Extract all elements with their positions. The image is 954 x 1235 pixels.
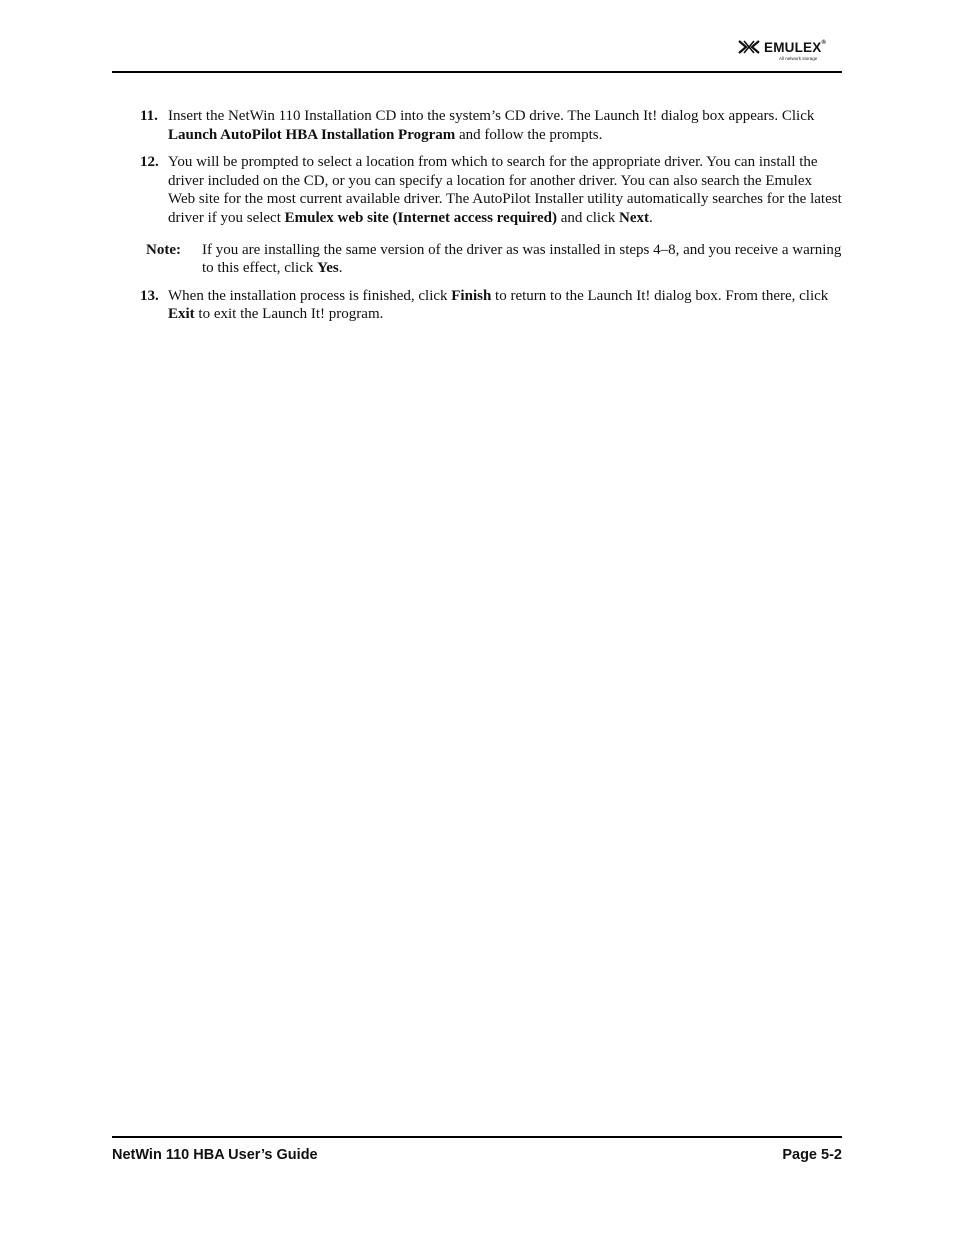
main-content bbox=[140, 107, 842, 333]
note-emphasis: Yes bbox=[317, 260, 339, 277]
step-text: You will be prompted to select a location from which to search for the appropriate driver. You can install the driver included on the CD, or you can specify a location for another driver. You can also search the Emulex Web site for the most current available driver. The AutoPilot Installer utility automatically searches for the latest driver if you select bbox=[168, 154, 842, 226]
footer-guide-title: NetWin 110 HBA User’s Guide bbox=[112, 1147, 318, 1163]
step-text: to exit the Launch It! program. bbox=[194, 306, 384, 323]
step-emphasis: Exit bbox=[168, 306, 195, 323]
note-text: . bbox=[338, 260, 343, 277]
step-text: to return to the Launch It! dialog box. From there, click bbox=[491, 287, 829, 304]
header-rule bbox=[112, 71, 842, 73]
step-number: 12. bbox=[140, 154, 159, 171]
step-12 bbox=[140, 153, 842, 227]
logo-tagline: All network storage bbox=[779, 56, 818, 61]
footer-rule bbox=[112, 1136, 842, 1138]
step-text: and follow the prompts. bbox=[455, 126, 603, 143]
step-text: Insert the NetWin 110 Installation CD into the system’s CD drive. The Launch It! dialog box appears. Click bbox=[168, 108, 815, 124]
emulex-logo bbox=[738, 40, 842, 64]
note-label: Note: bbox=[146, 241, 181, 258]
footer-page-number: Page 5-2 bbox=[782, 1147, 842, 1163]
step-emphasis: Emulex web site (Internet access required) bbox=[284, 209, 557, 226]
emulex-logo-icon bbox=[738, 40, 760, 54]
step-emphasis: Next bbox=[619, 209, 650, 226]
logo-wordmark: EMULEX® bbox=[764, 40, 827, 55]
note-text: If you are installing the same version of the driver as was installed in steps 4–8, and you receive a warning to this effect, click bbox=[202, 241, 842, 277]
step-number: 13. bbox=[140, 287, 159, 304]
step-number: 11. bbox=[140, 108, 158, 124]
step-emphasis: Launch AutoPilot HBA Installation Program bbox=[168, 126, 456, 143]
step-emphasis: Finish bbox=[451, 287, 492, 304]
step-text: . bbox=[649, 209, 653, 226]
step-11 bbox=[140, 107, 842, 144]
step-13 bbox=[140, 287, 842, 324]
note bbox=[146, 241, 842, 278]
step-text: and click bbox=[556, 209, 620, 226]
step-text: When the installation process is finished, click bbox=[168, 287, 452, 304]
